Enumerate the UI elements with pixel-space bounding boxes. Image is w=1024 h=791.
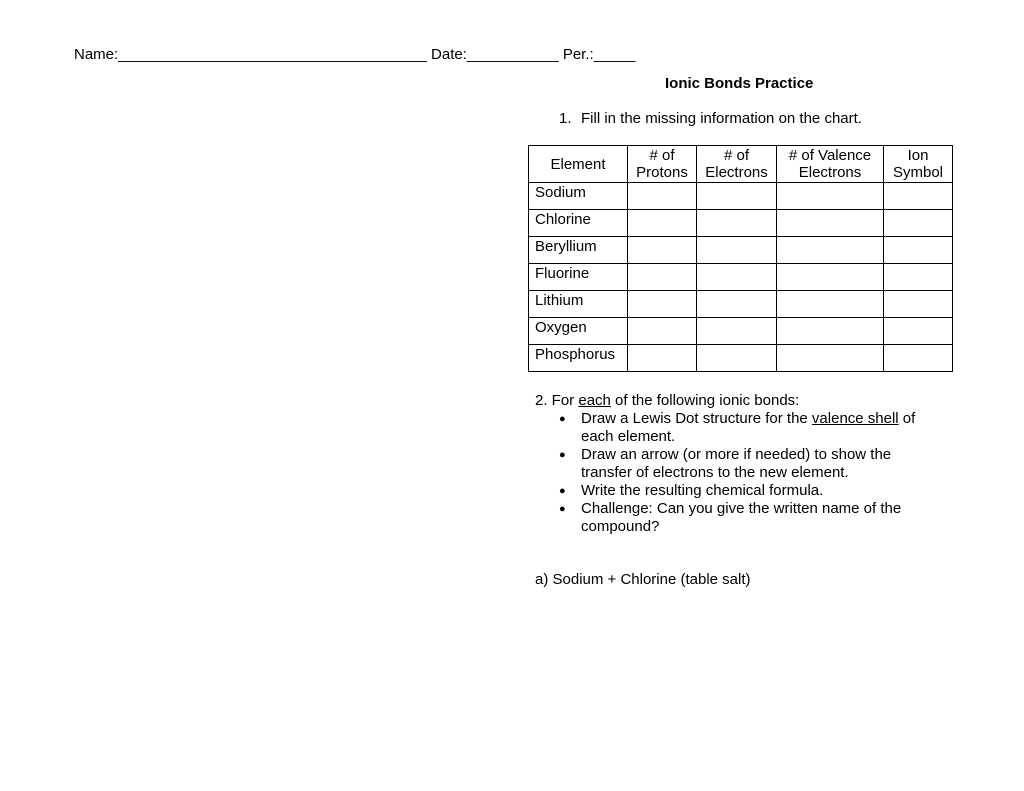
protons-cell[interactable] [628,210,697,237]
ion-symbol-cell[interactable] [884,210,953,237]
protons-cell[interactable] [628,264,697,291]
bullet-icon: ● [559,503,566,515]
question-1 [559,110,862,127]
name-field[interactable]: _____________________________________ [118,46,427,63]
table-row [529,318,953,345]
valence-cell[interactable] [777,345,884,372]
instruction-list [555,410,935,536]
chart-header-row [529,146,953,183]
table-row [529,183,953,210]
valence-cell[interactable] [777,291,884,318]
element-cell: Lithium [529,291,628,318]
date-label: Date: [431,46,467,63]
protons-cell[interactable] [628,345,697,372]
electrons-cell[interactable] [697,345,777,372]
table-row [529,291,953,318]
bullet-icon: ● [559,485,566,497]
protons-cell[interactable] [628,318,697,345]
header-ion-symbol: Ion Symbol [884,146,953,183]
name-label: Name: [74,46,119,63]
electrons-cell[interactable] [697,237,777,264]
valence-cell[interactable] [777,264,884,291]
table-row [529,210,953,237]
protons-cell[interactable] [628,291,697,318]
table-row [529,237,953,264]
ion-symbol-cell[interactable] [884,183,953,210]
protons-cell[interactable] [628,183,697,210]
protons-cell[interactable] [628,237,697,264]
header-protons: # of Protons [628,146,697,183]
header-valence-electrons: # of Valence Electrons [777,146,884,183]
valence-cell[interactable] [777,210,884,237]
electrons-cell[interactable] [697,318,777,345]
part-a-prompt: a) Sodium + Chlorine (table salt) [535,571,751,588]
period-label: Per.: [562,46,594,63]
element-cell: Fluorine [529,264,628,291]
electrons-cell[interactable] [697,264,777,291]
ion-symbol-cell[interactable] [884,291,953,318]
element-cell: Sodium [529,183,628,210]
table-row [529,264,953,291]
electrons-cell[interactable] [697,183,777,210]
valence-cell[interactable] [777,183,884,210]
valence-cell[interactable] [777,237,884,264]
ion-symbol-cell[interactable] [884,318,953,345]
element-cell: Chlorine [529,210,628,237]
element-chart [528,145,953,372]
element-cell: Phosphorus [529,345,628,372]
header-fields [74,46,635,63]
element-cell: Beryllium [529,237,628,264]
ion-symbol-cell[interactable] [884,237,953,264]
emphasis-each: each [578,392,611,409]
table-row [529,345,953,372]
ion-symbol-cell[interactable] [884,264,953,291]
header-element: Element [529,146,628,183]
bullet-icon: ● [559,413,566,425]
bullet-icon: ● [559,449,566,461]
date-field[interactable]: ___________ [466,46,559,63]
question-2: 2. For each of the following ionic bonds: [535,392,800,409]
element-cell: Oxygen [529,318,628,345]
list-item: ● Write the resulting chemical formula. [559,482,824,499]
electrons-cell[interactable] [697,291,777,318]
electrons-cell[interactable] [697,210,777,237]
period-field[interactable]: _____ [593,46,636,63]
header-electrons: # of Electrons [697,146,777,183]
list-item: ● Draw an arrow (or more if needed) to show the transfer of electrons to the new element. [559,446,892,481]
ion-symbol-cell[interactable] [884,345,953,372]
question-1-text: Fill in the missing information on the chart. [581,110,862,127]
question-1-number: 1. [559,110,572,127]
list-item: ● Challenge: Can you give the written name of the compound? [559,500,902,535]
list-item: ● Draw a Lewis Dot structure for the valence shell of each element. [559,410,916,445]
valence-cell[interactable] [777,318,884,345]
page-title: Ionic Bonds Practice [665,75,814,92]
